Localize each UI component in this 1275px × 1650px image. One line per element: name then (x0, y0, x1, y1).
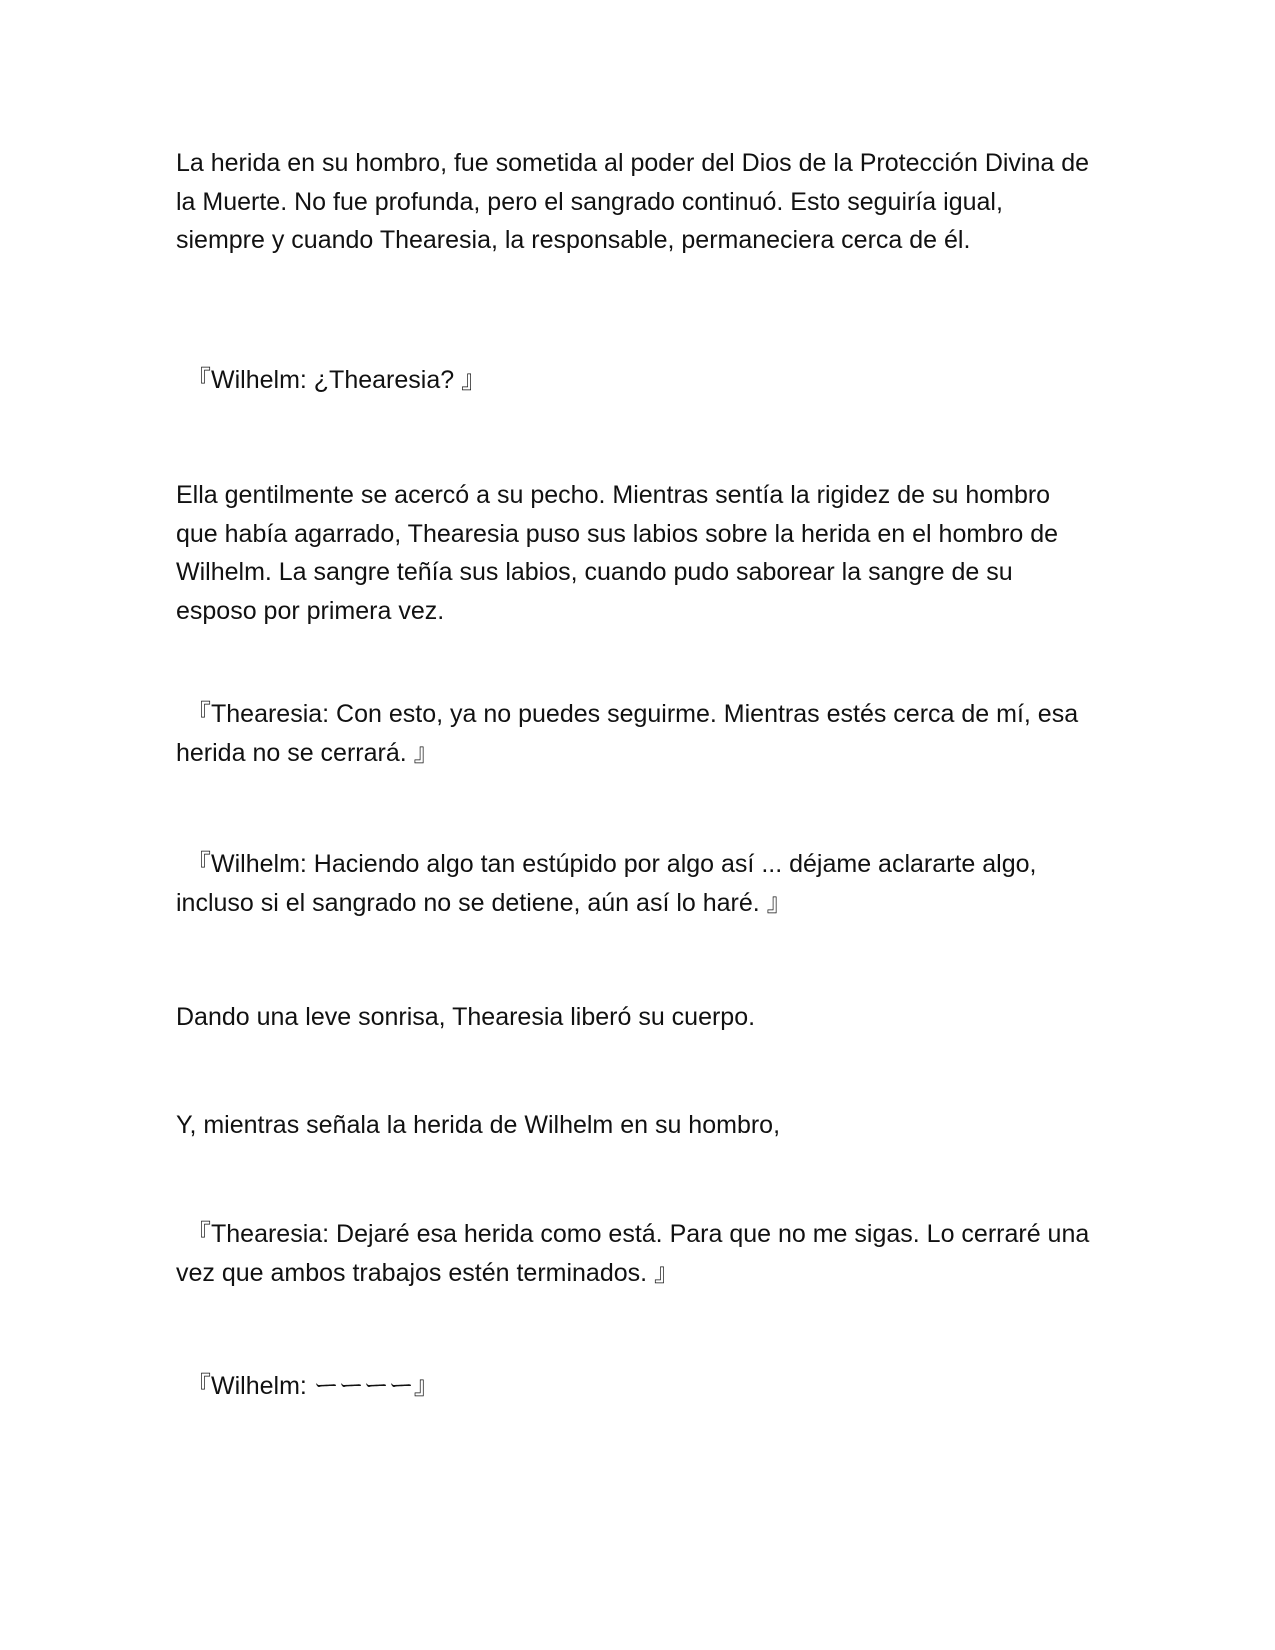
paragraph-narration-wound: La herida en su hombro, fue sometida al poder del Dios de la Protección Divina de la Muerte. No fue profunda, pero el sangrado continuó. Esto seguiría igual, siempre y cuando Thearesia, la responsable, permaneciera cerca de él. (176, 149, 1090, 254)
paragraph-dialogue-wilhelm-1: 『Wilhelm: ¿Thearesia? 』 (186, 366, 487, 394)
paragraph-dialogue-wilhelm-3: 『Wilhelm: ーーーー』 (186, 1372, 439, 1400)
paragraph-narration-point: Y, mientras señala la herida de Wilhelm en su hombro, (176, 1111, 781, 1139)
paragraph-narration-kiss: Ella gentilmente se acercó a su pecho. Mientras sentía la rigidez de su hombro que había agarrado, Thearesia puso sus labios sobre la herida en el hombro de Wilhelm. La sangre teñía sus labios, cuando pudo saborear la sangre de su esposo por primera vez. (176, 481, 1059, 625)
paragraph-dialogue-thearesia-2: 『Thearesia: Dejaré esa herida como está. Para que no me sigas. Lo cerraré una vez que ambos trabajos estén terminados. 』 (176, 1220, 1090, 1287)
paragraph-dialogue-wilhelm-2: 『Wilhelm: Haciendo algo tan estúpido por algo así ... déjame aclararte algo, incluso si el sangrado no se detiene, aún así lo haré. 』 (176, 850, 1037, 917)
paragraph-dialogue-thearesia-1: 『Thearesia: Con esto, ya no puedes seguirme. Mientras estés cerca de mí, esa herida no se cerrará. 』 (176, 700, 1079, 767)
paragraph-narration-smile: Dando una leve sonrisa, Thearesia liberó su cuerpo. (176, 1003, 756, 1031)
